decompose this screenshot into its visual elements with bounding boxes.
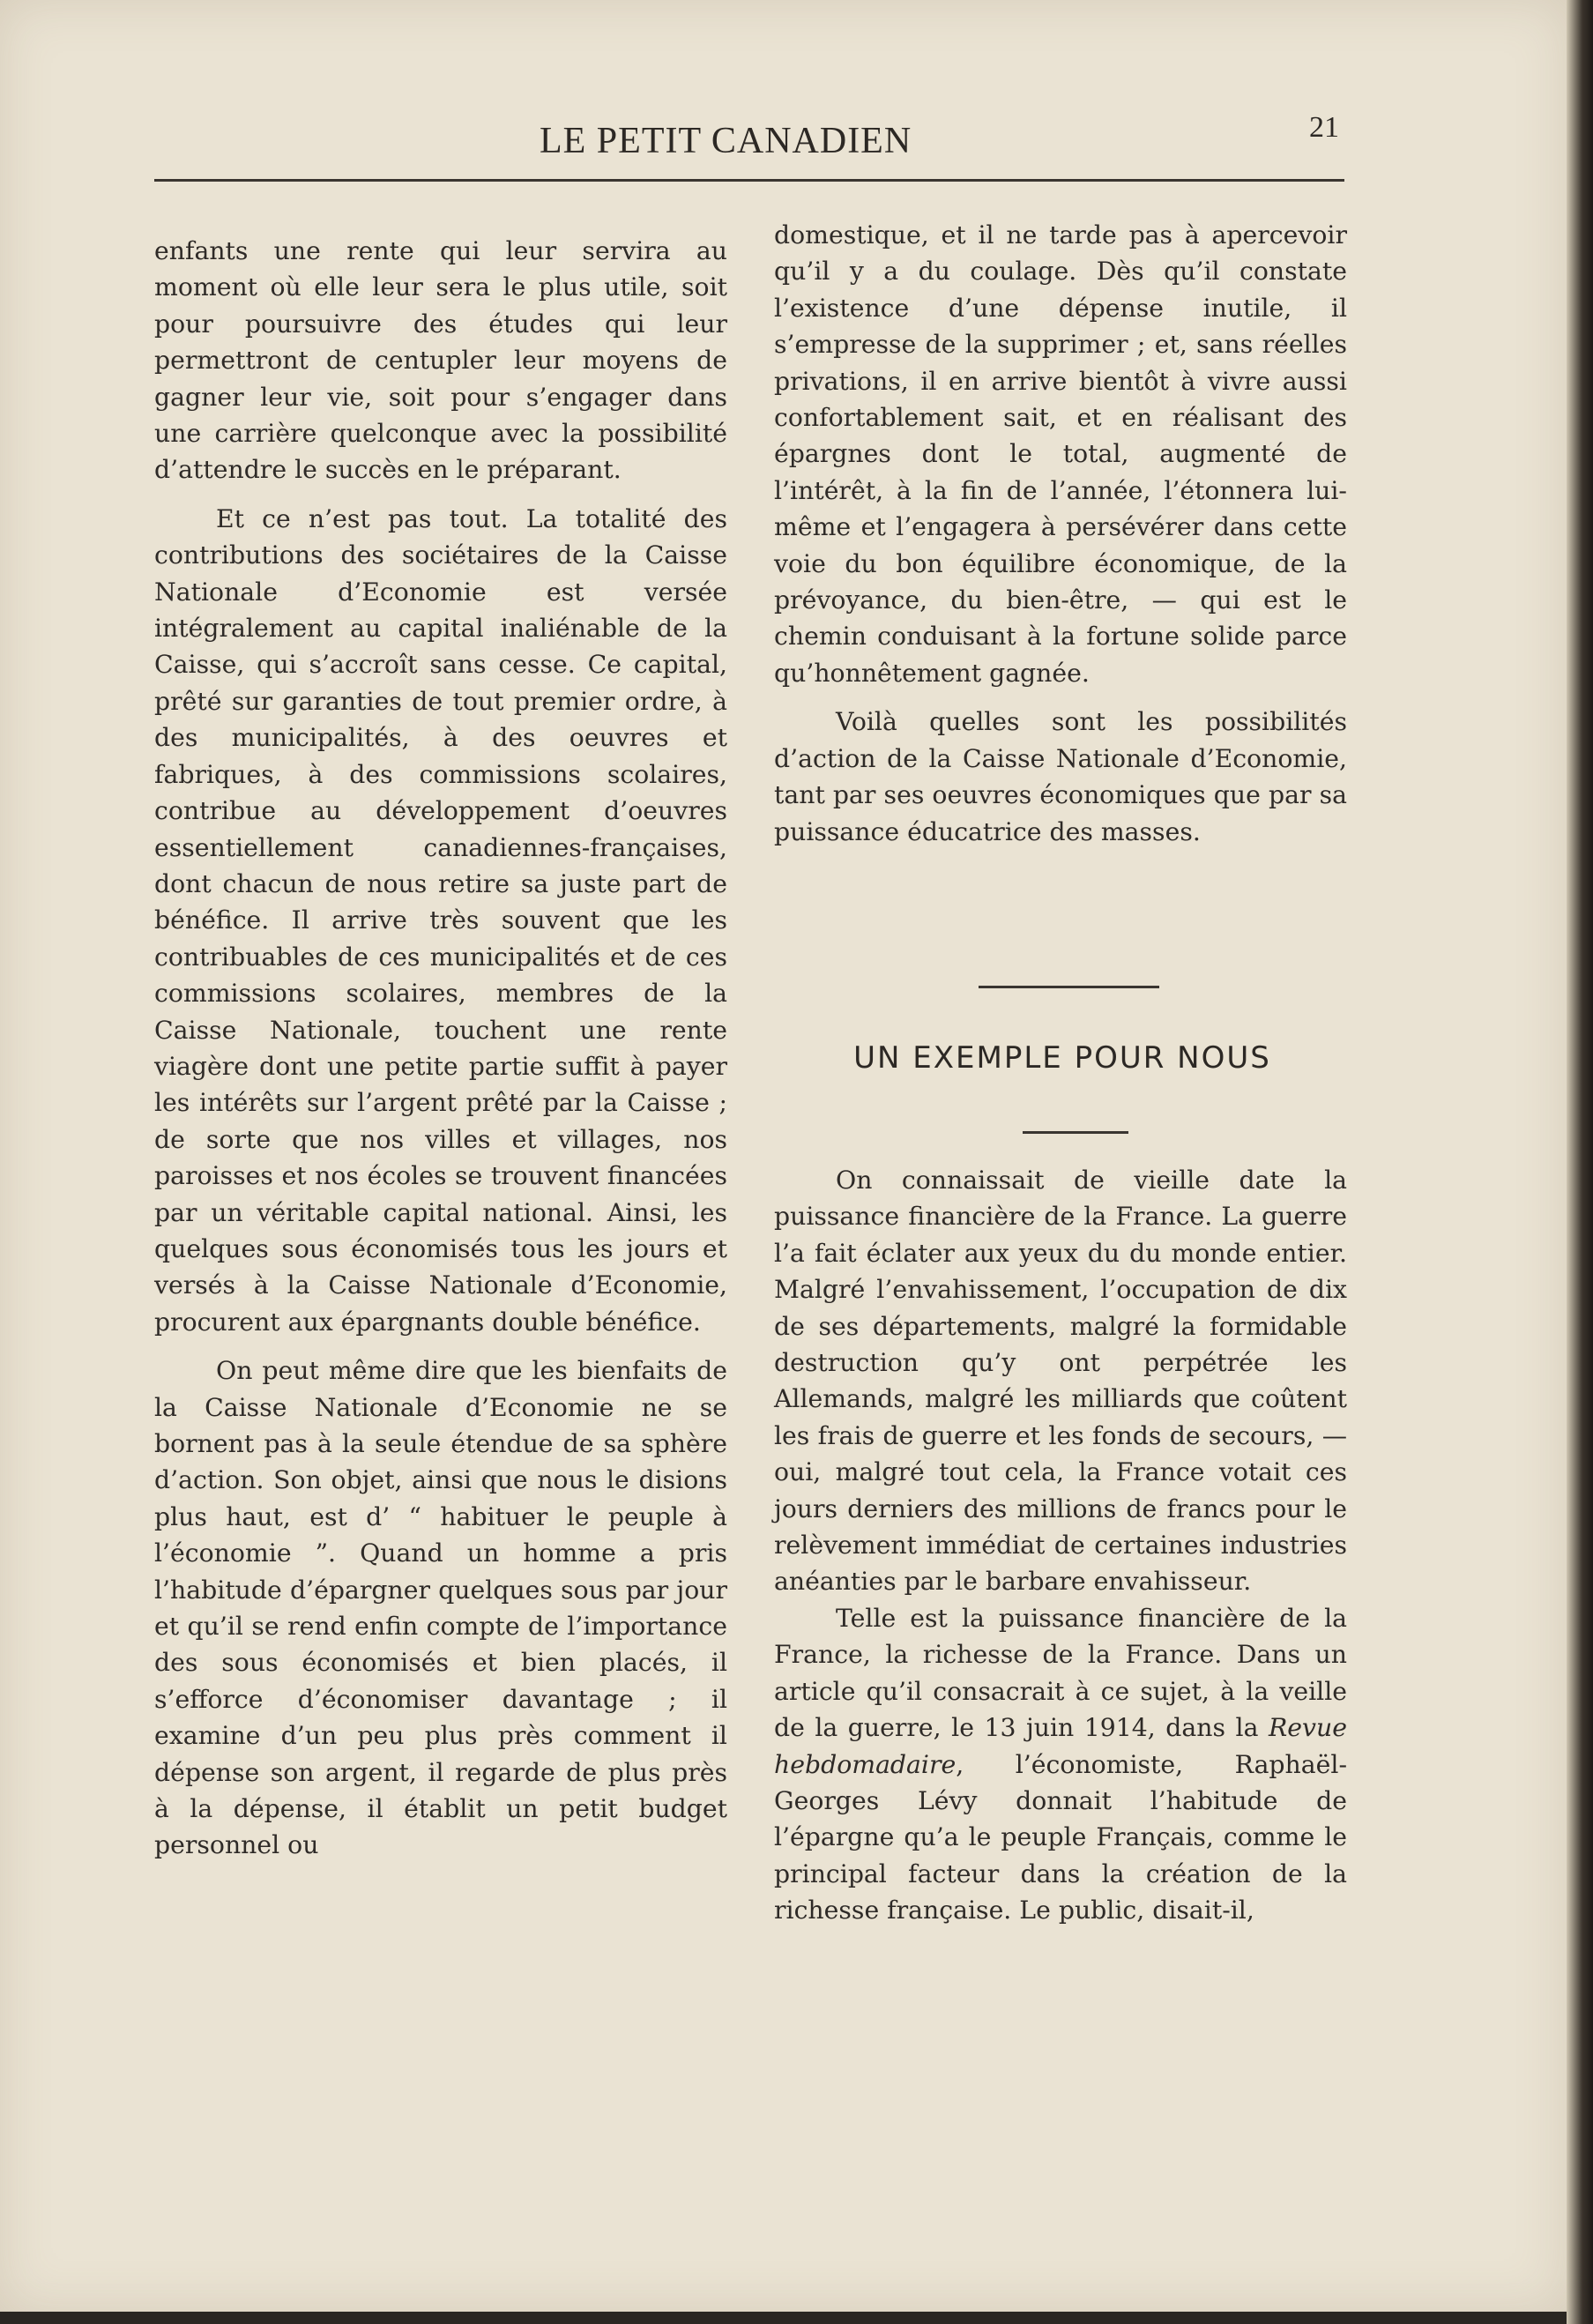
paragraph: enfants une rente qui leur servira au moment où elle leur sera le plus utile, soit pour poursuivre des études qui leur permettront de centupler leur moyens de gagner leur vie, soit pour s’engager dans une carrière quelconque avec la possibilité d’attendre le succès en le préparant. <box>154 236 727 485</box>
paragraph: On peut même dire que les bienfaits de la Caisse Nationale d’Economie ne se bornent pas à la seule étendue de sa sphère d’action. Son objet, ainsi que nous le disions plus haut, est d’ “ habituer le peuple à l’économie ”. Quand un homme a pris l’habitude d’épargner quelques sous par jour et qu’il se rend enfin compte de l’importance des sous économisés et bien placés, il s’efforce d’économiser davantage ; il examine d’un peu plus près comment il dépense son argent, il regarde de plus près à la dépense, il établit un petit budget personnel ou <box>154 1356 727 1860</box>
right-column-bottom <box>774 1162 1347 1929</box>
paragraph: domestique, et il ne tarde pas à apercevoir qu’il y a du coulage. Dès qu’il constate l’existence d’une dépense inutile, il s’empresse de la supprimer ; et, sans réelles privations, il en arrive bientôt à vivre aussi confortablement sait, et en réalisant des épargnes dont le total, augmenté de l’intérêt, à la fin de l’année, l’étonnera lui-même et l’engagera à persévérer dans cette voie du bon équilibre économique, de la prévoyance, du bien-être, — qui est le chemin conduisant à la fortune solide parce qu’honnêtement gagnée. <box>774 220 1347 688</box>
section-heading: UN EXEMPLE POUR NOUS <box>853 1040 1271 1076</box>
running-header-title: LE PETIT CANADIEN <box>540 121 912 161</box>
section-divider <box>979 986 1159 988</box>
paragraph-text: Telle est la puissance financière de la France, la richesse de la France. Dans un article qu’il consacrait à ce sujet, à la veille de la guerre, le 13 juin 1914, dans la <box>774 1603 1347 1743</box>
paragraph-text: , l’économiste, Raphaël-Georges Lévy donnait l’habitude de l’épargne qu’a le peuple Français, comme le principal facteur dans la création de la richesse française. Le public, disait-il, <box>774 1749 1347 1925</box>
left-column <box>154 233 727 1864</box>
publication-title: Revue hebdomadaire <box>774 1713 1347 1779</box>
header-rule <box>154 179 1344 182</box>
paragraph <box>774 1600 1347 1929</box>
right-column-top <box>774 217 1347 850</box>
paragraph: On connaissait de vieille date la puissance financière de la France. La guerre l’a fait éclater aux yeux du du monde entier. Malgré l’envahissement, l’occupation de dix de ses départements, malgré la formidable destruction qu’y ont perpétrée les Allemands, malgré les milliards que coûtent les frais de guerre et les fonds de secours, — oui, malgré tout cela, la France votait ces jours derniers des millions de francs pour le relèvement immédiat de certaines industries anéanties par le barbare envahisseur. <box>774 1166 1347 1597</box>
paragraph: Voilà quelles sont les possibilités d’action de la Caisse Nationale d’Economie, tant par ses oeuvres économiques que par sa puissance éducatrice des masses. <box>774 707 1347 846</box>
section-divider <box>1023 1131 1128 1134</box>
paragraph: Et ce n’est pas tout. La totalité des contributions des sociétaires de la Caisse Nationale d’Economie est versée intégralement au capital inaliénable de la Caisse, qui s’accroît sans cesse. Ce capital, prêté sur garanties de tout premier ordre, à des municipalités, à des oeuvres et fabriques, à des commissions scolaires, contribue au développement d’oeuvres essentiellement canadiennes-françaises, dont chacun de nous retire sa juste part de bénéfice. Il arrive très souvent que les contribuables de ces municipalités et de ces commissions scolaires, membres de la Caisse Nationale, touchent une rente viagère dont une petite partie suffit à payer les intérêts sur l’argent prêté par la Caisse ; de sorte que nos villes et villages, nos paroisses et nos écoles se trouvent financées par un véritable capital national. Ainsi, les quelques sous économisés tous les jours et versés à la Caisse Nationale d’Economie, procurent aux épargnants double bénéfice. <box>154 503 727 1337</box>
page-number: 21 <box>1309 111 1339 144</box>
page-edge-shadow <box>1567 0 1593 2324</box>
